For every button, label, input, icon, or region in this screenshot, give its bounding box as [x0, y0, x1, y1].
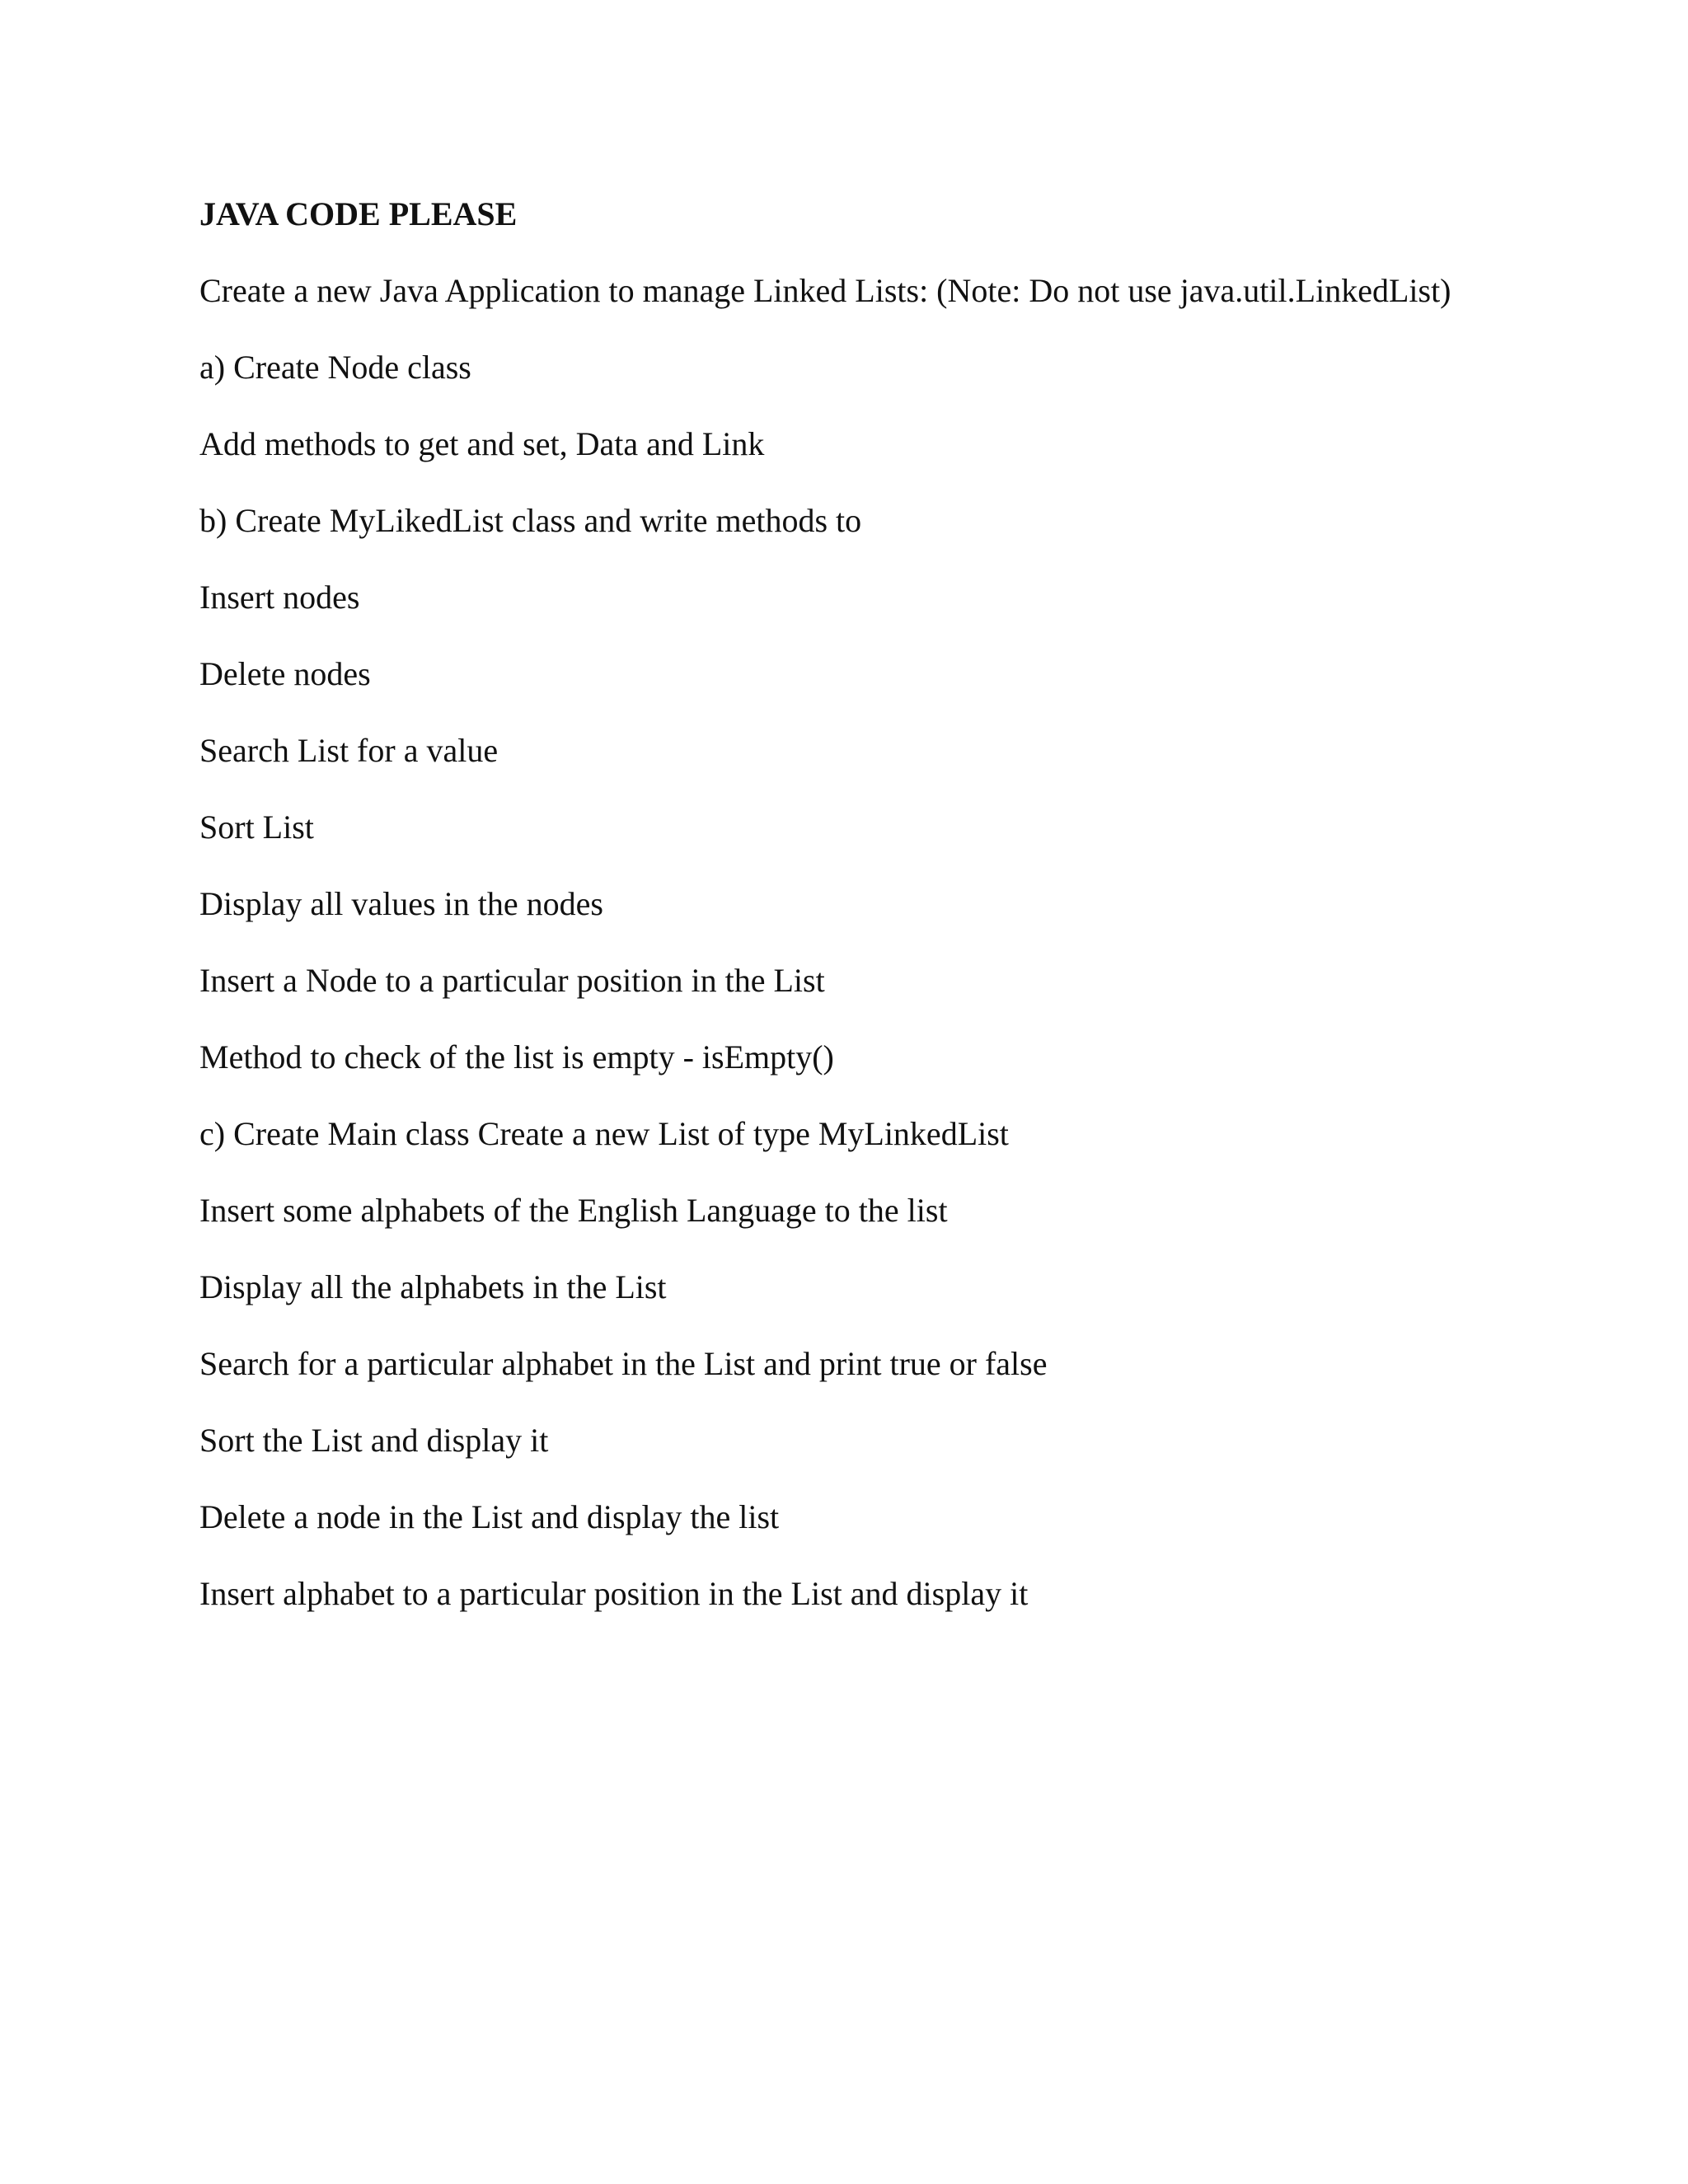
- paragraph-insert-nodes: Insert nodes: [199, 579, 360, 616]
- paragraph-insert-alphabets: Insert some alphabets of the English Language to the list: [199, 1192, 948, 1229]
- paragraph-node-class: a) Create Node class: [199, 349, 471, 386]
- paragraph-intro: Create a new Java Application to manage Linked Lists: (Note: Do not use java.util.LinkedList): [199, 272, 1451, 309]
- paragraph-display-values: Display all values in the nodes: [199, 885, 603, 922]
- paragraph-sort-list: Sort List: [199, 808, 314, 846]
- paragraph-insert-position: Insert a Node to a particular position in the List: [199, 962, 825, 999]
- paragraph-search-alphabet: Search for a particular alphabet in the List and print true or false: [199, 1345, 1048, 1382]
- paragraph-is-empty: Method to check of the list is empty - isEmpty(): [199, 1038, 834, 1076]
- paragraph-sort-display: Sort the List and display it: [199, 1422, 549, 1459]
- document-title: JAVA CODE PLEASE: [199, 195, 518, 232]
- paragraph-insert-alphabet-position: Insert alphabet to a particular position in the List and display it: [199, 1575, 1029, 1612]
- paragraph-delete-nodes: Delete nodes: [199, 655, 371, 692]
- paragraph-main-class: c) Create Main class Create a new List of type MyLinkedList: [199, 1115, 1009, 1152]
- paragraph-list-class: b) Create MyLikedList class and write methods to: [199, 502, 862, 539]
- paragraph-display-alphabets: Display all the alphabets in the List: [199, 1268, 667, 1305]
- paragraph-delete-display: Delete a node in the List and display the list: [199, 1498, 780, 1535]
- paragraph-node-methods: Add methods to get and set, Data and Link: [199, 425, 765, 462]
- document-body: [199, 194, 1601, 1615]
- paragraph-search-list: Search List for a value: [199, 732, 499, 769]
